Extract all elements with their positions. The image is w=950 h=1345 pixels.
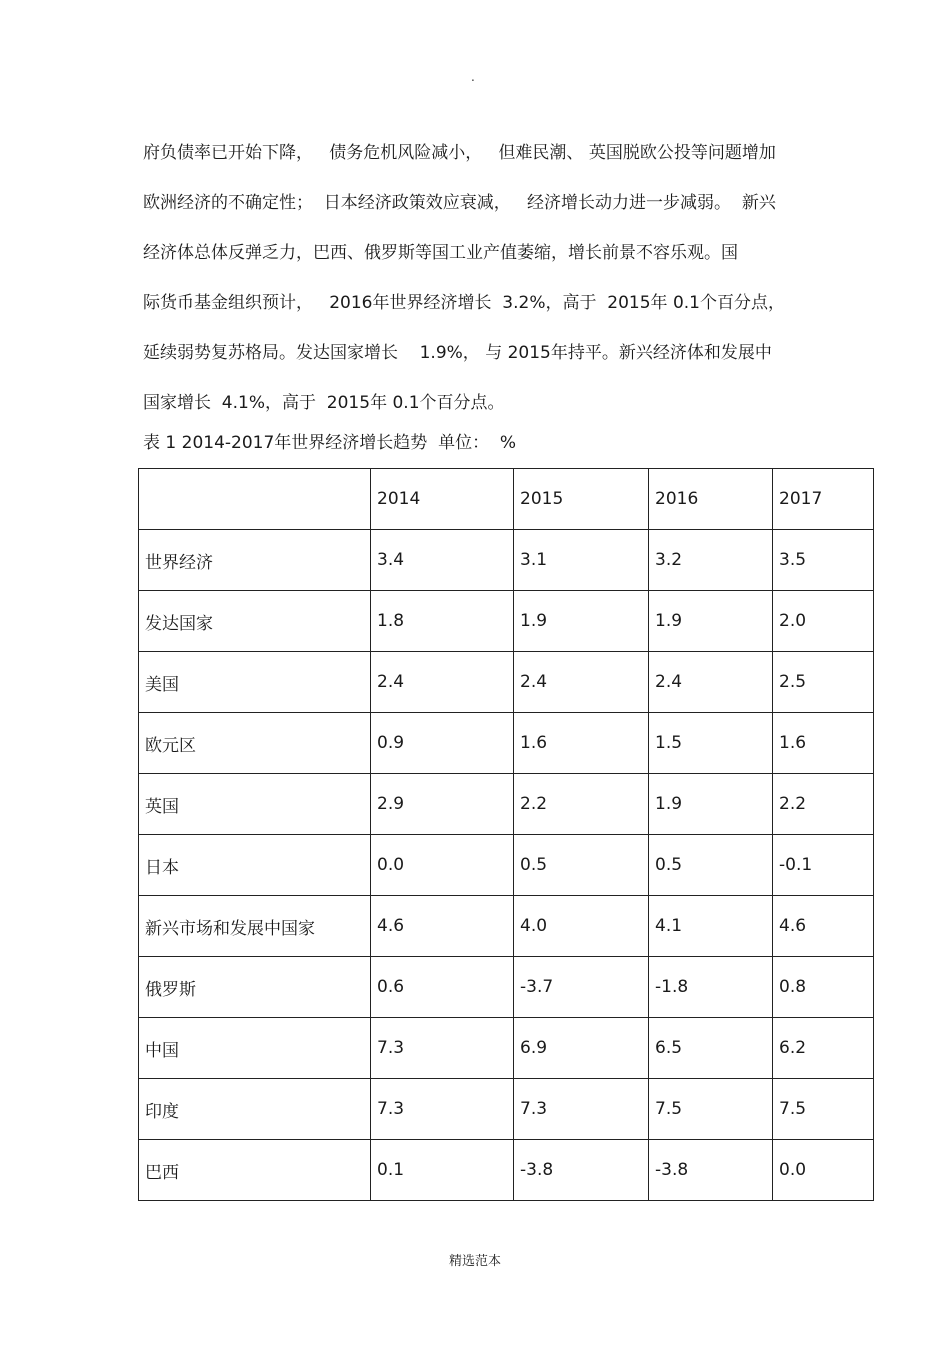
table-row (139, 652, 874, 713)
growth-table (138, 468, 874, 1201)
table-cell: 7.5 (773, 1079, 874, 1140)
table-row-label: 欧元区 (139, 713, 371, 774)
table-cell: -3.8 (514, 1140, 649, 1201)
table-cell: 1.5 (649, 713, 773, 774)
table-cell: 4.0 (514, 896, 649, 957)
table-row (139, 713, 874, 774)
table-row (139, 591, 874, 652)
paragraph-line: 府负债率已开始下降， 债务危机风险减小， 但难民潮、 英国脱欧公投等问题增加 (143, 143, 776, 163)
table-cell: 7.5 (649, 1079, 773, 1140)
table-cell: 1.9 (649, 591, 773, 652)
paragraph-line: 国家增长 4.1%，高于 2015年 0.1个百分点。 (143, 393, 505, 413)
top-mark: . (471, 70, 475, 84)
table-cell: 0.6 (371, 957, 514, 1018)
table-row (139, 1018, 874, 1079)
table-cell: 3.4 (371, 530, 514, 591)
table-row-label: 俄罗斯 (139, 957, 371, 1018)
table-cell: 3.2 (649, 530, 773, 591)
table-cell: 1.9 (514, 591, 649, 652)
table-cell: 1.8 (371, 591, 514, 652)
body-paragraph (143, 128, 833, 428)
table-cell: 2.9 (371, 774, 514, 835)
table-row-label: 新兴市场和发展中国家 (139, 896, 371, 957)
table-cell: -3.7 (514, 957, 649, 1018)
table-cell: 2.2 (514, 774, 649, 835)
table-cell: 6.5 (649, 1018, 773, 1079)
table-row (139, 896, 874, 957)
table-cell: 2.5 (773, 652, 874, 713)
table-cell: 7.3 (371, 1018, 514, 1079)
table-row (139, 1079, 874, 1140)
table-cell: 0.8 (773, 957, 874, 1018)
table-cell: 3.5 (773, 530, 874, 591)
table-header-cell: 2014 (371, 469, 514, 530)
table-row-label: 巴西 (139, 1140, 371, 1201)
table-header-row (139, 469, 874, 530)
table-cell: 0.5 (514, 835, 649, 896)
table-row (139, 835, 874, 896)
table-row (139, 774, 874, 835)
table-cell: 0.9 (371, 713, 514, 774)
table-header-cell: 2017 (773, 469, 874, 530)
table-cell: 1.9 (649, 774, 773, 835)
table-row-label: 英国 (139, 774, 371, 835)
table-cell: 4.6 (773, 896, 874, 957)
table-body (139, 469, 874, 1201)
paragraph-line: 际货币基金组织预计， 2016年世界经济增长 3.2%，高于 2015年 0.1个百分点， (143, 293, 785, 313)
table-cell: 1.6 (514, 713, 649, 774)
paragraph-line: 欧洲经济的不确定性； 日本经济政策效应衰减， 经济增长动力进一步减弱。 新兴 (143, 193, 776, 213)
table-row (139, 530, 874, 591)
table-cell: 3.1 (514, 530, 649, 591)
table-cell: 4.1 (649, 896, 773, 957)
table-row-label: 印度 (139, 1079, 371, 1140)
table-cell: -0.1 (773, 835, 874, 896)
table-row-label: 美国 (139, 652, 371, 713)
table-cell: 2.4 (371, 652, 514, 713)
table-header-cell (139, 469, 371, 530)
table-cell: 1.6 (773, 713, 874, 774)
table-cell: 0.0 (773, 1140, 874, 1201)
table-cell: 6.2 (773, 1018, 874, 1079)
table-cell: 0.0 (371, 835, 514, 896)
table-row (139, 957, 874, 1018)
table-cell: 6.9 (514, 1018, 649, 1079)
table-cell: 7.3 (371, 1079, 514, 1140)
table-row-label: 中国 (139, 1018, 371, 1079)
page-footer: 精选范本 (448, 1254, 501, 1269)
table-cell: 4.6 (371, 896, 514, 957)
paragraph-line: 经济体总体反弹乏力，巴西、俄罗斯等国工业产值萎缩，增长前景不容乐观。国 (143, 243, 738, 263)
table-cell: 2.0 (773, 591, 874, 652)
table-cell: 2.4 (649, 652, 773, 713)
table-cell: -1.8 (649, 957, 773, 1018)
table-header-cell: 2016 (649, 469, 773, 530)
table-row (139, 1140, 874, 1201)
table-header-cell: 2015 (514, 469, 649, 530)
table-cell: 7.3 (514, 1079, 649, 1140)
table-cell: 2.4 (514, 652, 649, 713)
table-cell: 0.5 (649, 835, 773, 896)
table-row-label: 日本 (139, 835, 371, 896)
table-caption: 表 1 2014-2017年世界经济增长趋势 单位： % (143, 433, 517, 453)
table-cell: 0.1 (371, 1140, 514, 1201)
paragraph-line: 延续弱势复苏格局。发达国家增长 1.9%， 与 2015年持平。新兴经济体和发展中 (143, 343, 772, 363)
table-row-label: 发达国家 (139, 591, 371, 652)
table-cell: 2.2 (773, 774, 874, 835)
table-row-label: 世界经济 (139, 530, 371, 591)
table-cell: -3.8 (649, 1140, 773, 1201)
